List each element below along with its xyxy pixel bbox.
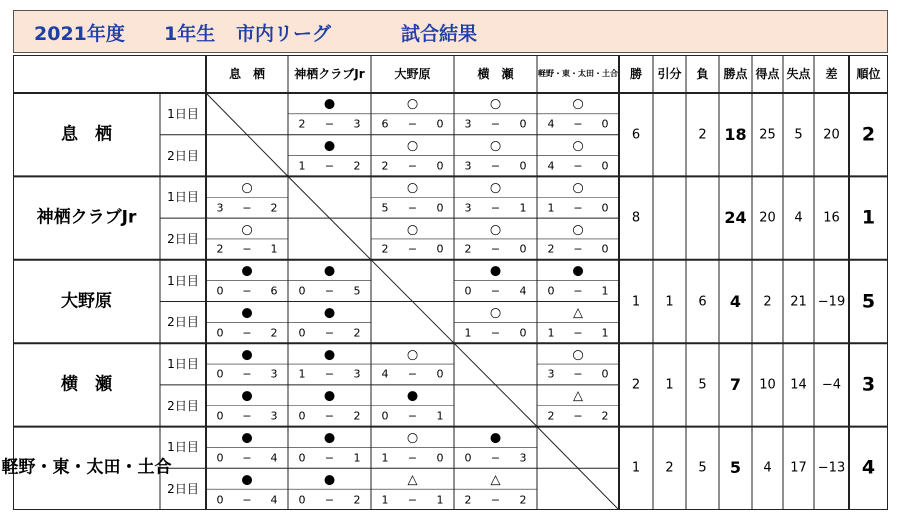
team-name: 大野原 (61, 291, 112, 311)
stat-win: 8 (631, 210, 641, 226)
score-dash: − (573, 284, 583, 298)
stat-header: 引分 (657, 67, 682, 81)
score-left: 2 (547, 409, 555, 423)
day-label-2: 2日目 (167, 148, 199, 163)
stat-draw: 1 (665, 377, 674, 393)
score-right: 0 (519, 242, 527, 256)
result-mark: ○ (406, 138, 419, 154)
result-mark: ○ (572, 138, 584, 154)
stat-diff: −13 (817, 460, 846, 476)
stat-win: 1 (631, 294, 641, 309)
stat-points: 5 (729, 458, 742, 478)
league-table (1, 55, 888, 510)
result-mark: △ (407, 472, 418, 488)
score-right: 0 (436, 367, 444, 381)
score-left: 0 (216, 367, 224, 381)
score-left: 0 (216, 451, 224, 465)
score-right: 2 (353, 409, 361, 423)
score-left: 6 (381, 117, 389, 131)
result-mark: ● (489, 263, 502, 279)
score-left: 1 (464, 326, 472, 340)
stat-header: 勝 (629, 67, 643, 81)
stat-diff: −4 (821, 377, 842, 393)
score-dash: − (573, 159, 583, 173)
stat-header: 得点 (755, 67, 780, 81)
score-right: 0 (436, 451, 444, 465)
stat-goals-for: 10 (759, 377, 776, 393)
result-mark: ○ (406, 96, 419, 112)
column-header: 横 瀬 (477, 67, 514, 81)
result-mark: ● (241, 388, 253, 404)
stat-goals-for: 20 (759, 210, 776, 226)
score-dash: − (324, 367, 335, 381)
title-result: 試合結果 (401, 23, 478, 45)
table-grid (13, 55, 888, 510)
score-dash: − (407, 367, 418, 381)
score-left: 2 (547, 242, 555, 256)
score-left: 2 (216, 242, 224, 256)
score-dash: − (407, 242, 418, 256)
day-label-1: 1日目 (167, 190, 199, 205)
stat-win: 6 (631, 127, 641, 143)
score-dash: − (242, 242, 252, 256)
score-dash: − (242, 409, 252, 423)
stat-header: 負 (696, 67, 709, 81)
result-mark: ○ (572, 96, 584, 112)
score-right: 0 (436, 242, 444, 256)
score-left: 5 (381, 201, 389, 215)
column-header: 息 栖 (228, 67, 266, 81)
stat-diff: 20 (823, 127, 840, 143)
result-mark: ● (241, 347, 253, 363)
result-mark: ● (323, 263, 336, 279)
score-right: 0 (601, 117, 609, 131)
score-left: 1 (298, 367, 306, 381)
stat-loss: 2 (698, 127, 707, 143)
score-left: 1 (381, 451, 389, 465)
score-left: 4 (547, 159, 555, 173)
score-dash: − (242, 493, 252, 507)
score-right: 3 (270, 409, 278, 423)
stat-goals-against: 4 (794, 210, 803, 226)
score-left: 0 (464, 451, 472, 465)
score-left: 0 (298, 326, 306, 340)
result-mark: ○ (572, 180, 584, 196)
score-right: 0 (601, 159, 609, 173)
score-left: 0 (298, 451, 306, 465)
stat-loss: 5 (698, 377, 707, 393)
stat-draw: 1 (665, 294, 674, 309)
result-mark: ● (323, 388, 336, 404)
stat-goals-against: 21 (790, 294, 807, 309)
score-left: 4 (547, 117, 555, 131)
score-right: 2 (601, 409, 609, 423)
stat-rank: 3 (861, 373, 876, 396)
score-dash: − (242, 201, 252, 215)
result-mark: ○ (489, 138, 502, 154)
day-label-1: 1日目 (167, 357, 199, 372)
stat-rank: 4 (861, 456, 876, 479)
score-right: 0 (519, 326, 527, 340)
score-right: 0 (436, 117, 444, 131)
score-right: 0 (436, 159, 444, 173)
score-dash: − (324, 284, 335, 298)
score-right: 0 (519, 117, 527, 131)
stat-rank: 2 (861, 123, 876, 146)
score-dash: − (407, 159, 418, 173)
score-left: 0 (547, 284, 555, 298)
result-mark: ● (323, 472, 336, 488)
score-right: 0 (601, 242, 609, 256)
title-year: 2021年度 (34, 23, 125, 45)
score-dash: − (490, 493, 501, 507)
score-right: 1 (270, 242, 278, 256)
score-dash: − (242, 367, 252, 381)
score-dash: − (242, 451, 252, 465)
result-mark: ● (323, 305, 336, 321)
score-left: 0 (298, 493, 306, 507)
score-right: 1 (436, 493, 444, 507)
stat-goals-against: 14 (790, 377, 807, 393)
score-dash: − (407, 117, 418, 131)
result-mark: ● (406, 388, 419, 404)
result-mark: ○ (406, 180, 419, 196)
stat-goals-against: 17 (790, 460, 807, 476)
score-right: 4 (519, 284, 527, 298)
score-right: 4 (270, 493, 278, 507)
score-dash: − (573, 409, 583, 423)
stat-rank: 5 (861, 290, 876, 312)
score-left: 3 (464, 159, 472, 173)
stat-diff: 16 (823, 210, 840, 226)
score-dash: − (407, 409, 418, 423)
stat-points: 4 (729, 291, 742, 311)
score-dash: − (573, 242, 583, 256)
column-header: 軽野・東・太田・土合 (538, 69, 618, 78)
day-label-2: 2日目 (167, 231, 199, 246)
stat-header: 順位 (856, 67, 881, 81)
score-right: 0 (601, 367, 609, 381)
score-right: 3 (353, 367, 361, 381)
stat-loss: 6 (698, 294, 707, 309)
score-dash: − (407, 451, 418, 465)
score-left: 0 (216, 409, 224, 423)
result-mark: △ (573, 305, 583, 321)
score-right: 0 (601, 201, 609, 215)
day-label-2: 2日目 (167, 315, 199, 330)
result-mark: △ (573, 388, 583, 404)
score-right: 1 (519, 201, 527, 215)
result-mark: ○ (572, 347, 584, 363)
score-right: 2 (353, 493, 361, 507)
score-left: 1 (547, 201, 555, 215)
score-dash: − (573, 326, 583, 340)
result-mark: ● (323, 138, 336, 154)
result-mark: △ (490, 472, 501, 488)
score-right: 5 (353, 284, 361, 298)
stat-win: 2 (631, 377, 641, 393)
score-left: 0 (216, 284, 224, 298)
score-right: 2 (270, 201, 278, 215)
title-league: 市内リーグ (236, 23, 332, 45)
team-name: 神栖クラブJr (36, 207, 137, 228)
score-right: 4 (270, 451, 278, 465)
stat-goals-for: 4 (763, 460, 772, 476)
stat-win: 1 (631, 460, 641, 476)
result-mark: ● (572, 263, 584, 279)
score-dash: − (490, 284, 501, 298)
stat-goals-for: 25 (759, 127, 776, 143)
result-mark: ○ (489, 96, 502, 112)
stat-draw: 2 (665, 460, 674, 476)
score-left: 4 (381, 367, 389, 381)
score-dash: − (324, 117, 335, 131)
team-name: 軽野・東・太田・土合 (1, 457, 172, 478)
score-dash: − (324, 326, 335, 340)
result-mark: ● (241, 305, 253, 321)
result-mark: ○ (572, 222, 584, 238)
score-right: 2 (353, 326, 361, 340)
title-grade: 1年生 (164, 23, 216, 45)
score-left: 3 (464, 201, 472, 215)
score-dash: − (324, 159, 335, 173)
score-left: 0 (464, 284, 472, 298)
score-dash: − (324, 451, 335, 465)
score-right: 3 (270, 367, 278, 381)
result-mark: ● (241, 472, 253, 488)
score-left: 2 (464, 242, 472, 256)
score-dash: − (324, 409, 335, 423)
day-label-2: 2日目 (167, 398, 199, 413)
result-mark: ○ (489, 305, 502, 321)
score-right: 3 (353, 117, 361, 131)
score-dash: − (407, 201, 418, 215)
stat-header: 差 (825, 67, 838, 81)
score-dash: − (573, 117, 583, 131)
score-dash: − (407, 493, 418, 507)
score-dash: − (324, 493, 335, 507)
result-mark: ○ (406, 430, 419, 446)
day-label-1: 1日目 (167, 273, 199, 288)
score-right: 1 (601, 326, 609, 340)
team-name: 息 栖 (61, 124, 112, 145)
day-label-1: 1日目 (167, 106, 199, 121)
score-left: 3 (216, 201, 224, 215)
score-dash: − (573, 367, 583, 381)
score-dash: − (242, 284, 252, 298)
stat-points: 24 (724, 208, 747, 228)
score-left: 2 (464, 493, 472, 507)
stat-header: 失点 (786, 67, 811, 81)
score-dash: − (490, 451, 501, 465)
score-dash: − (490, 242, 501, 256)
result-mark: ● (241, 263, 253, 279)
score-left: 2 (381, 242, 389, 256)
stat-points: 18 (724, 124, 747, 144)
score-right: 0 (519, 159, 527, 173)
stat-rank: 1 (861, 206, 876, 229)
result-mark: ○ (406, 347, 419, 363)
stat-header: 勝点 (723, 67, 748, 81)
day-label-2: 2日目 (167, 482, 199, 497)
score-dash: − (490, 117, 501, 131)
score-right: 1 (436, 409, 444, 423)
day-label-1: 1日目 (167, 440, 199, 455)
score-left: 1 (547, 326, 555, 340)
score-right: 1 (601, 284, 609, 298)
stat-loss: 5 (698, 460, 707, 476)
score-left: 0 (381, 409, 389, 423)
result-mark: ● (323, 430, 336, 446)
stat-goals-against: 5 (794, 127, 803, 143)
score-left: 2 (298, 117, 306, 131)
column-header: 神栖クラブJr (294, 67, 365, 81)
score-right: 2 (270, 326, 278, 340)
stat-points: 7 (729, 374, 742, 394)
result-mark: ● (241, 430, 253, 446)
result-mark: ● (323, 347, 336, 363)
score-right: 1 (353, 451, 361, 465)
result-mark: ● (323, 96, 336, 112)
score-dash: − (242, 326, 252, 340)
score-left: 1 (381, 493, 389, 507)
score-dash: − (490, 201, 501, 215)
score-left: 3 (464, 117, 472, 131)
team-name: 横 瀬 (61, 374, 112, 395)
score-right: 0 (436, 201, 444, 215)
score-right: 6 (270, 284, 278, 298)
result-mark: ● (489, 430, 502, 446)
score-left: 0 (298, 284, 306, 298)
score-right: 2 (519, 493, 527, 507)
score-left: 0 (216, 493, 224, 507)
result-mark: ○ (406, 222, 419, 238)
score-dash: − (490, 326, 501, 340)
result-mark: ○ (241, 222, 253, 238)
score-left: 2 (381, 159, 389, 173)
result-mark: ○ (489, 180, 502, 196)
score-right: 2 (353, 159, 361, 173)
score-left: 1 (298, 159, 306, 173)
stat-goals-for: 2 (763, 294, 772, 309)
stat-diff: −19 (817, 294, 846, 309)
result-mark: ○ (489, 222, 502, 238)
result-mark: ○ (241, 180, 253, 196)
score-dash: − (490, 159, 501, 173)
score-dash: − (573, 201, 583, 215)
score-right: 3 (519, 451, 527, 465)
column-header: 大野原 (394, 67, 431, 81)
score-left: 3 (547, 367, 555, 381)
title-bar (13, 10, 888, 53)
score-left: 0 (216, 326, 224, 340)
score-left: 0 (298, 409, 306, 423)
